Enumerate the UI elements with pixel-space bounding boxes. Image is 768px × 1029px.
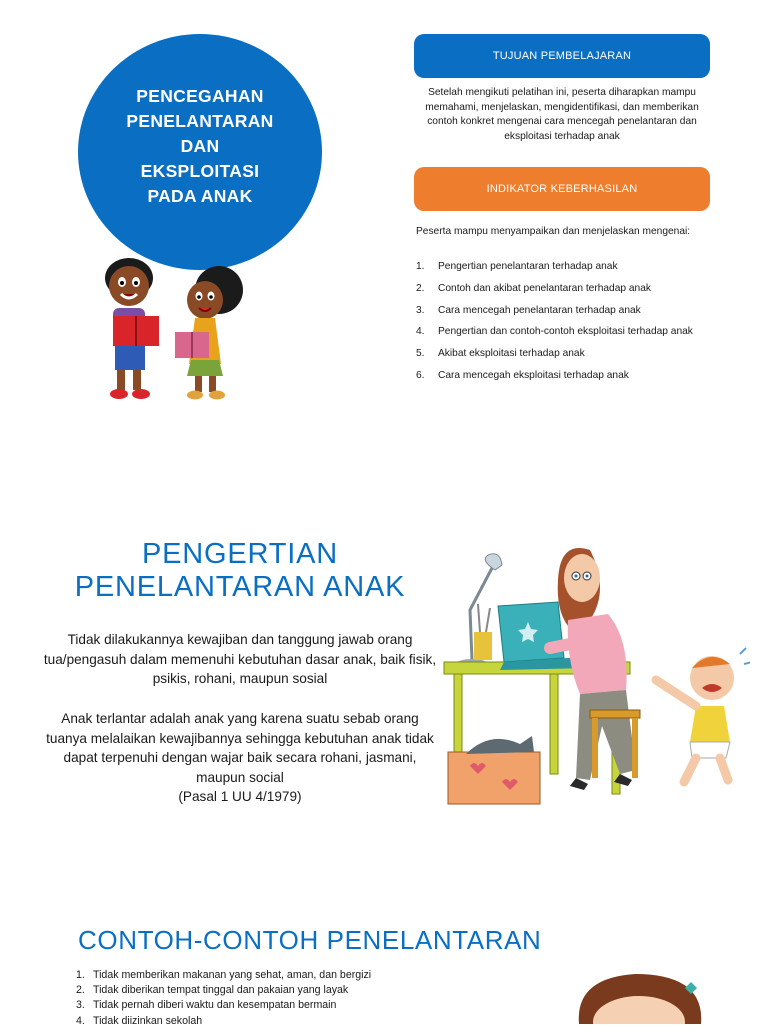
list-item [416,282,716,296]
tujuan-text: Setelah mengikuti pelatihan ini, peserta diharapkan mampu memahami, menjelaskan, mengidentifikasi, dan memberikan contoh konkret mengenai cara mencegah penelantaran dan eksploitasi terhadap anak [425,87,699,142]
list-item [416,260,716,274]
page-title [105,84,295,209]
title-line-1: PENCEGAHAN [136,85,264,106]
tujuan-header: TUJUAN PEMBELAJARAN [414,34,710,78]
indikator-list [416,260,716,391]
list-text: Cara mencegah penelantaran terhadap anak [438,304,641,316]
list-item [76,983,496,998]
title-line-4: EKSPLOITASI [140,160,260,181]
mother-laptop-crying-child-illustration [440,530,750,815]
list-item [76,998,496,1013]
list-item [416,325,716,339]
list-text: Akibat eksploitasi terhadap anak [438,348,585,360]
list-text: Tidak diizinkan sekolah [93,1014,203,1027]
title-line-3: DAN [180,135,220,156]
list-number: 4. [416,326,425,338]
pengertian-title-line-2: PENELANTARAN ANAK [74,571,406,603]
indikator-header: INDIKATOR KEBERHASILAN [414,167,710,211]
list-number: 4. [76,1014,85,1027]
list-number: 1. [416,261,425,272]
list-item [416,347,716,361]
list-item [416,369,716,383]
list-text: Cara mencegah eksploitasi terhadap anak [438,369,629,381]
list-item [76,968,496,983]
pengertian-paragraph-2-text: Anak terlantar adalah anak yang karena suatu sebab orang tuanya melalaikan kewajibannya sehingga kebutuhan anak tidak dapat terpenuhi dengan wajar baik secara rohani, jasmani, maupun social [46,711,434,785]
pengertian-paragraph-1: Tidak dilakukannya kewajiban dan tanggung jawab orang tua/pengasuh dalam memenuhi kebutuhan dasar anak, baik fisik, psikis, rohani, maupun sosial [43,632,437,686]
girl-illustration [565,968,725,1024]
pengertian-paragraph-2 [40,709,440,807]
list-text: Tidak memberikan makanan yang sehat, aman, dan bergizi [93,969,372,981]
list-text: Tidak diberikan tempat tinggal dan pakaian yang layak [93,984,349,997]
kids-reading-illustration [95,252,265,412]
indikator-intro: Peserta mampu menyampaikan dan menjelaskan mengenai: [416,226,691,237]
title-line-2: PENELANTARAN [126,110,274,131]
girl-figure [175,266,243,400]
title-circle [78,34,322,270]
list-text: Contoh dan akibat penelantaran terhadap anak [438,282,651,294]
list-number: 5. [416,348,425,360]
title-line-5: PADA ANAK [147,185,253,206]
crying-child-figure [656,648,750,782]
list-number: 2. [76,984,85,997]
list-text: Tidak pernah diberi waktu dan kesempatan bermain [93,999,337,1012]
list-number: 6. [416,369,425,381]
list-number: 2. [416,282,425,294]
list-number: 3. [76,999,85,1012]
contoh-list [76,968,496,1029]
pengertian-title-line-1: PENGERTIAN [141,538,338,570]
list-item [76,1014,496,1029]
list-text: Pengertian penelantaran terhadap anak [438,261,618,272]
list-number: 1. [76,969,85,981]
list-item [416,304,716,318]
pengertian-reference: (Pasal 1 UU 4/1979) [178,789,302,804]
list-text: Pengertian dan contoh-contoh eksploitasi terhadap anak [438,326,693,338]
contoh-title: CONTOH-CONTOH PENELANTARAN [78,925,542,955]
list-number: 3. [416,304,425,316]
pengertian-title [40,538,440,604]
boy-figure [105,258,159,399]
